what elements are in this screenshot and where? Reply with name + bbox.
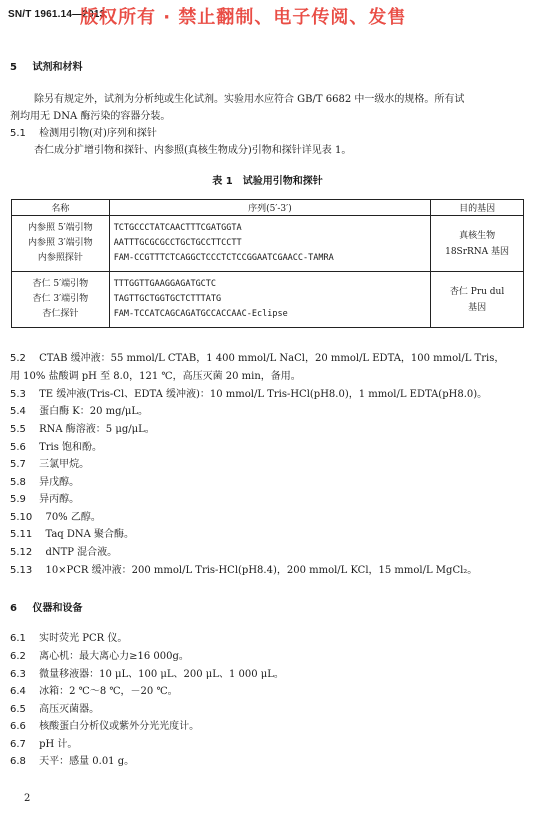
section-5-1-text: 杏仁成分扩增引物和探针、内参照(真核生物成分)引物和探针详见表 1。 [34,145,352,156]
target-gene: 杏仁 Pru dul [449,286,505,297]
item-number: 5.10 [10,512,33,523]
item-number: 5.4 [10,406,26,417]
table-cell-names [12,216,110,272]
section-5-intro-line-1: 除另有规定外，试剂为分析纯或生化试剂。实验用水应符合 GB/T 6682 中一级水的规格。所有试 [34,94,465,105]
item-text: 异戊醇。 [39,477,80,488]
item-text: RNA 酶溶液：5 μg/μL。 [39,424,155,435]
sequence: TTTGGTTGAAGGAGATGCTC [113,279,217,289]
item-text: 离心机：最大离心力≥16 000g。 [39,651,189,662]
primer-probe-table [11,199,524,328]
item-text: Tris 饱和酚。 [39,442,103,453]
item-6-6 [10,718,199,736]
item-5-4 [10,403,148,421]
item-text: CTAB 缓冲液：55 mmol/L CTAB，1 400 mmol/L NaCl，20 mmol/L EDTA，100 mmol/L Tris， [39,353,505,364]
sequence: AATTTGCGCGCCTGCTGCCTTCCTT [113,238,242,248]
item-text: 蛋白酶 K：20 mg/μL。 [39,406,149,417]
item-text: Taq DNA 聚合酶。 [45,529,135,540]
section-6-title: 仪器和设备 [32,603,83,614]
section-6-number: 6 [10,603,17,614]
section-5-1-number: 5.1 [10,128,26,139]
item-6-5 [10,701,99,719]
target-gene: 真核生物 [459,230,496,241]
item-number: 5.7 [10,459,26,470]
table-cell-sequences [109,272,430,328]
page-number: 2 [24,793,31,804]
item-number: 5.11 [10,529,33,540]
row-name: 杏仁探针 [42,309,79,319]
item-5-7 [10,456,89,474]
section-5-title: 试剂和材料 [32,62,83,73]
row-name: 杏仁 5′端引物 [32,279,89,289]
item-text: 10×PCR 缓冲液：200 mmol/L Tris-HCl(pH8.4)，200 mmol/L KCl，15 mmol/L MgCl₂。 [45,565,478,576]
item-number: 5.8 [10,477,26,488]
table-row [12,216,524,272]
row-name: 内参照 5′端引物 [28,223,93,233]
item-number: 5.2 [10,353,26,364]
section-5-1-heading [10,125,157,143]
item-5-11 [10,526,134,544]
item-number: 6.7 [10,739,26,750]
table-header-row [12,200,524,216]
item-number: 5.9 [10,494,26,505]
item-6-8 [10,753,134,771]
sequence: FAM-TCCATCAGCAGATGCCACCAAC-Eclipse [113,309,288,319]
item-text: 异丙醇。 [39,494,80,505]
item-number: 6.8 [10,756,26,767]
table-cell-target [431,216,524,272]
item-text: 天平：感量 0.01 g。 [39,756,135,767]
section-5-intro-line-2: 剂均用无 DNA 酶污染的容器分装。 [10,111,171,122]
item-6-4 [10,683,178,701]
copyright-watermark: 版权所有 · 禁止翻制、电子传阅、发售 [80,7,407,28]
item-6-2 [10,648,189,666]
item-5-10 [10,509,101,527]
row-name: 杏仁 3′端引物 [32,294,89,304]
table-cell-sequences [109,216,430,272]
item-number: 6.1 [10,633,26,644]
item-5-12 [10,544,117,562]
item-text: 70% 乙醇。 [45,512,101,523]
item-5-8 [10,474,79,492]
sequence: TAGTTGCTGGTGCTCTTTATG [113,294,222,304]
row-name: 内参照探针 [37,253,83,263]
item-6-1 [10,630,127,648]
target-gene: 基因 [468,302,487,313]
item-text: 高压灭菌器。 [39,704,100,715]
sequence: TCTGCCCTATCAACTTTCGATGGTA [113,223,242,233]
section-6-heading [10,599,82,614]
table-caption: 表 1 试验用引物和探针 [212,176,323,187]
item-6-7 [10,736,77,754]
item-5-5 [10,421,155,439]
item-number: 6.6 [10,721,26,732]
section-5-heading [10,58,82,73]
item-5-9 [10,491,79,509]
standard-number: SN/T 1961.14—2013 [8,9,106,20]
item-text: 冰箱：2 ℃～8 ℃，－20 ℃。 [39,686,178,697]
table-header-name: 名称 [12,200,110,216]
item-5-2-continued: 用 10% 盐酸调 pH 至 8.0，121 ℃，高压灭菌 20 min，备用。 [10,371,301,382]
item-number: 5.12 [10,547,33,558]
item-text: TE 缓冲液(Tris-Cl、EDTA 缓冲液)：10 mmol/L Tris-HCl(pH8.0)，1 mmol/L EDTA(pH8.0)。 [39,389,488,400]
item-text: 核酸蛋白分析仪或紫外分光光度计。 [39,721,200,732]
table-cell-names [12,272,110,328]
item-number: 6.2 [10,651,26,662]
item-5-13 [10,562,477,580]
item-text: pH 计。 [39,739,78,750]
item-number: 6.5 [10,704,26,715]
table-row [12,272,524,328]
item-text: 实时荧光 PCR 仪。 [39,633,128,644]
section-5-1-title: 检测用引物(对)序列和探针 [39,128,157,139]
item-5-6 [10,439,102,457]
row-name: 内参照 3′端引物 [28,238,93,248]
item-number: 6.4 [10,686,26,697]
item-text: 微量移液器：10 μL、100 μL、200 μL、1 000 μL。 [39,669,284,680]
item-6-3 [10,666,284,684]
item-5-3 [10,386,487,404]
item-text: dNTP 混合液。 [45,547,118,558]
section-5-number: 5 [10,62,17,73]
table-header-target-gene: 目的基因 [431,200,524,216]
target-gene: 18SrRNA 基因 [445,246,510,257]
table-header-sequence: 序列(5′-3′) [109,200,430,216]
item-number: 5.6 [10,442,26,453]
item-number: 6.3 [10,669,26,680]
item-number: 5.13 [10,565,33,576]
item-number: 5.3 [10,389,26,400]
item-5-2 [10,350,504,368]
item-number: 5.5 [10,424,26,435]
item-text: 三氯甲烷。 [39,459,90,470]
sequence: FAM-CCGTTTCTCAGGCTCCCTCTCCGGAATCGAACC-TAMRA [113,253,334,263]
table-cell-target [431,272,524,328]
